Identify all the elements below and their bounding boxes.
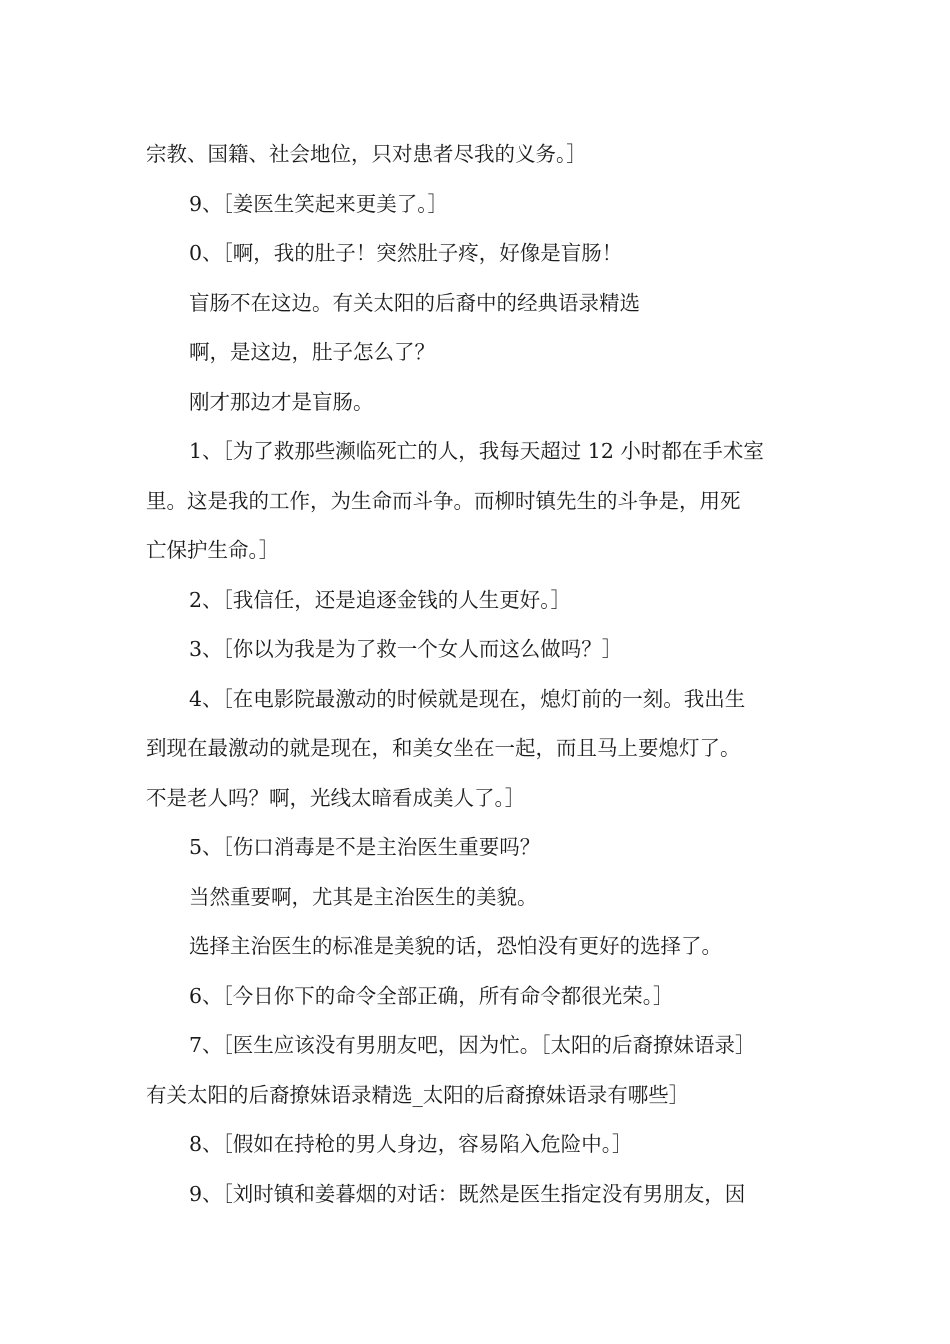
text-line: 宗教、国籍、社会地位，只对患者尽我的义务。］: [146, 142, 587, 166]
text-line: 盲肠不在这边。有关太阳的后裔中的经典语录精选: [189, 290, 640, 315]
text-line: 9、［姜医生笑起来更美了。］: [189, 191, 449, 216]
text-line: 到现在最激动的就是现在，和美女坐在一起，而且马上要熄灯了。: [146, 736, 741, 760]
text-line: 1、［为了救那些濒临死亡的人，我每天超过 12 小时都在手术室: [189, 439, 764, 463]
text-line: 6、［今日你下的命令全部正确，所有命令都很光荣。］: [189, 983, 674, 1008]
text-line: 3、［你以为我是为了救一个女人而这么做吗？］: [189, 637, 623, 661]
text-line: 有关太阳的后裔撩妹语录精选_太阳的后裔撩妹语录有哪些］: [146, 1082, 690, 1107]
text-line: 里。这是我的工作，为生命而斗争。而柳时镇先生的斗争是，用死: [146, 488, 741, 513]
document-body: [146, 130, 810, 1219]
text-line: 当然重要啊，尤其是主治医生的美貌。: [189, 884, 538, 909]
text-line: 7、［医生应该没有男朋友吧，因为忙。［太阳的后裔撩妹语录］: [189, 1033, 756, 1057]
text-line: 4、［在电影院最激动的时候就是现在，熄灯前的一刻。我出生: [189, 686, 746, 711]
text-line: 不是老人吗？啊，光线太暗看成美人了。］: [146, 785, 526, 810]
text-line: 2、［我信任，还是追逐金钱的人生更好。］: [189, 587, 572, 612]
text-line: 选择主治医生的标准是美貌的话，恐怕没有更好的选择了。: [189, 934, 722, 958]
text-line: 刚才那边才是盲肠。: [189, 389, 374, 414]
text-line: 9、［刘时镇和姜暮烟的对话：既然是医生指定没有男朋友，因: [189, 1181, 746, 1206]
text-line: 0、［啊，我的肚子！突然肚子疼，好像是盲肠！: [189, 241, 623, 265]
text-line: 8、［假如在持枪的男人身边，容易陷入危险中。］: [189, 1132, 633, 1156]
text-line: 亡保护生命。］: [146, 538, 280, 562]
text-line: 啊，是这边，肚子怎么了？: [189, 340, 435, 364]
text-line: 5、［伤口消毒是不是主治医生重要吗？: [189, 835, 541, 859]
